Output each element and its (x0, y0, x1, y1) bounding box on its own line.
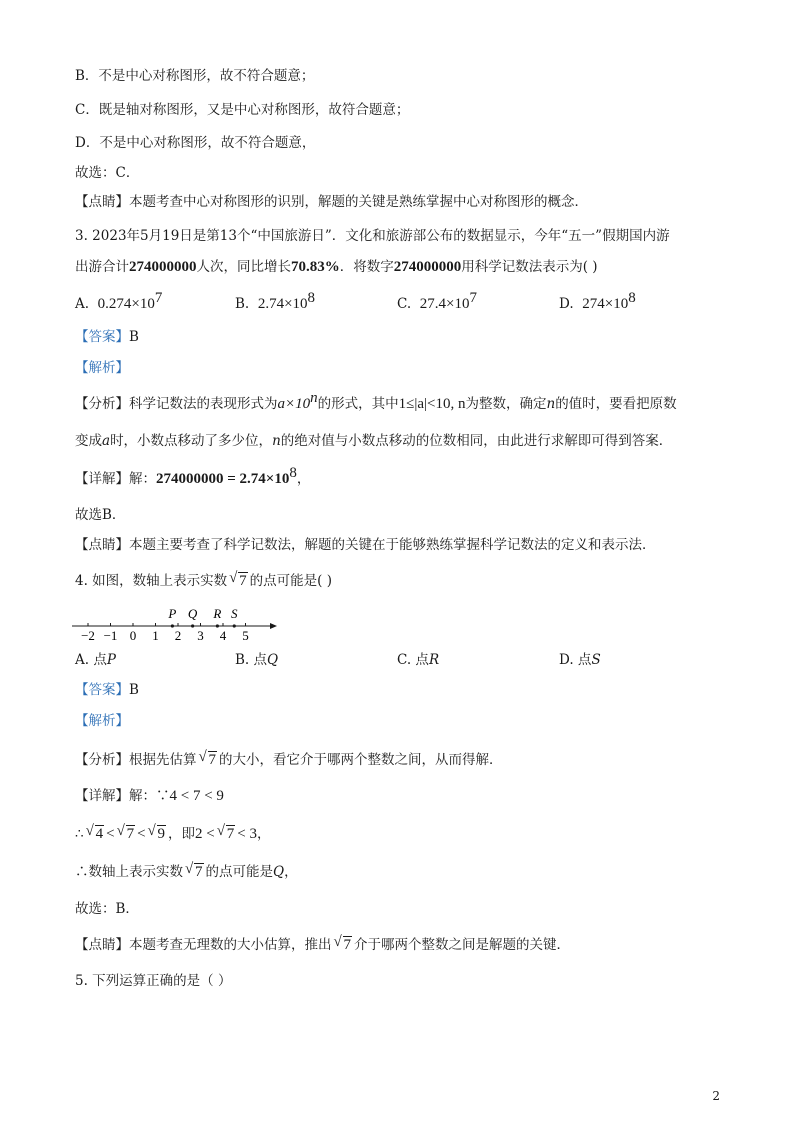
q3-guxuan: 故选B． (75, 507, 126, 523)
q3-fenxi-line2: 变成a时，小数点移动了多少位，n的绝对值与小数点移动的位数相同，由此进行求解即可得到答案． (75, 433, 673, 449)
text-line: 【点睛】本题考查中心对称图形的识别，解题的关键是熟练掌握中心对称图形的概念． (75, 194, 588, 210)
page-number: 2 (712, 1089, 720, 1103)
q5-stem: 5. 下列运算正确的是（ ） (75, 973, 232, 989)
q4-step3: ∴数轴上表示实数 √ 7 的点可能是Q， (75, 861, 298, 880)
q4-fenxi: 【分析】根据先估算 √ 7 的大小，看它介于哪两个整数之间，从而得解． (75, 749, 503, 768)
axis-tick-label: 4 (219, 628, 227, 643)
axis-point-label: Q (187, 606, 198, 621)
q4-analysis-tag: 【解析】 (75, 713, 129, 729)
q3-option-a: A. $0.274\times 10^7$ (75, 290, 163, 312)
q3-answer: 【答案】B (75, 329, 139, 345)
q3-stem-line1: 3. 2023年5月19日是第13个“中国旅游日”．文化和旅游部公布的数据显示，今年“五一”假期国内游 (75, 228, 670, 244)
number-line-figure (70, 600, 285, 644)
axis-tick-label: −1 (103, 628, 118, 643)
text-line: 故选：C． (75, 165, 140, 181)
arrow-icon (270, 623, 277, 629)
q4-dianjing: 【点睛】本题考查无理数的大小估算，推出 √ 7 介于哪两个整数之间是解题的关键． (75, 934, 570, 953)
q3-option-b: B. $2.74\times 10^8$ (235, 290, 316, 312)
q4-option-a: A. 点P (75, 652, 116, 668)
axis-tick-label: 5 (242, 628, 249, 643)
axis-tick-label: 1 (152, 628, 159, 643)
q4-answer: 【答案】B (75, 682, 139, 698)
q4-option-c: C. 点R (397, 652, 440, 668)
dianjing-tag: 【点睛】 (75, 194, 129, 210)
axis-tick-label: 0 (129, 628, 137, 643)
q3-xiangjie: 【详解】解：$274000000 = 2.74\times 10^8$， (75, 465, 311, 487)
axis-tick-label: −2 (81, 628, 95, 643)
axis-point (191, 624, 194, 627)
axis-point-label: R (213, 606, 222, 621)
q3-fenxi-line1: 【分析】科学记数法的表现形式为$a\times 10^n$的形式，其中1≤|a|<10, n为整数，确定n的值时，要看把原数 (75, 390, 677, 412)
q4-xiangjie: 【详解】解：∵4 < 7 < 9 (75, 788, 224, 804)
q3-analysis-tag: 【解析】 (75, 360, 129, 376)
q4-stem: 4. 如图，数轴上表示实数 √ 7 的点可能是( ) (75, 570, 332, 589)
q4-step2: ∴ √ 4 < √ 7 < √ 9 ，即2 < √ 7 < 3， (75, 823, 271, 842)
q3-stem-line2: 出游合计274000000人次，同比增长70.83%．将数字274000000用科学记数法表示为( ) (75, 259, 598, 275)
q4-option-b: B. 点Q (235, 652, 279, 668)
q3-dianjing: 【点睛】本题主要考查了科学记数法，解题的关键在于能够熟练掌握科学记数法的定义和表示法． (75, 537, 656, 553)
axis-point (171, 624, 174, 627)
q3-option-c: C. $27.4\times 10^7$ (397, 290, 477, 312)
q4-guxuan: 故选：B． (75, 901, 139, 917)
q3-option-d: D. $274\times 10^8$ (559, 290, 636, 312)
axis-point (216, 624, 219, 627)
axis-point-label: S (231, 606, 238, 621)
axis-point-label: P (168, 606, 177, 621)
text-line: D．不是中心对称图形，故不符合题意， (75, 135, 316, 151)
q4-option-d: D. 点S (559, 652, 601, 668)
axis-tick-label: 3 (197, 628, 204, 643)
text-line: B．不是中心对称图形，故不符合题意； (75, 68, 315, 84)
axis-point (233, 624, 236, 627)
axis-tick-label: 2 (174, 628, 182, 643)
text-line: C．既是轴对称图形，又是中心对称图形，故符合题意； (75, 102, 410, 118)
